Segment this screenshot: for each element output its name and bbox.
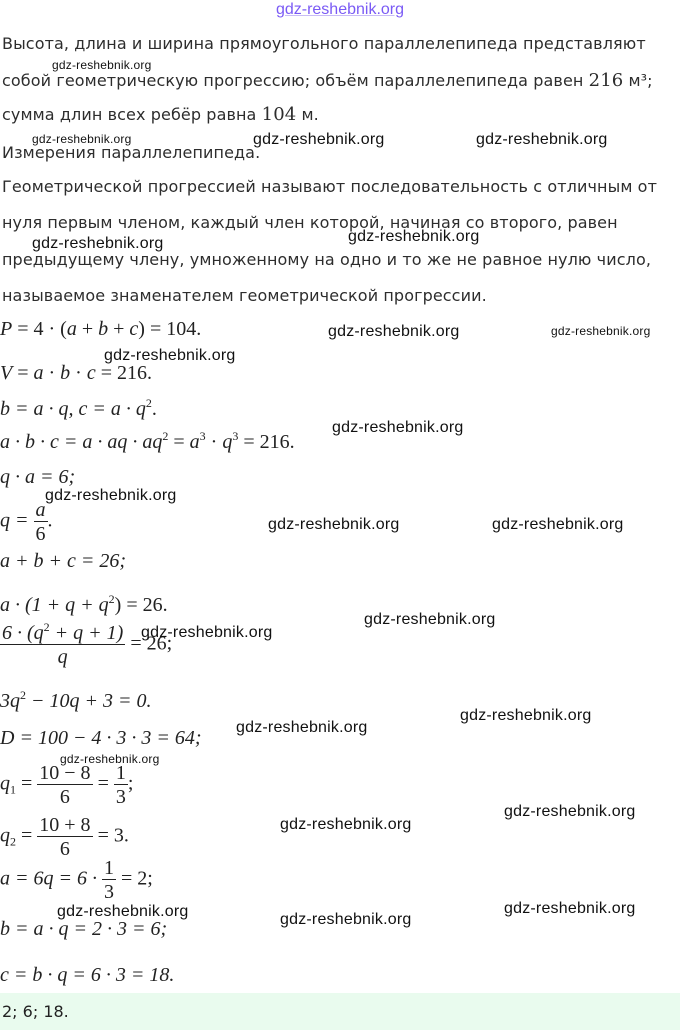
watermark: gdz-reshebnik.org xyxy=(364,611,496,628)
problem-line-3 xyxy=(2,104,319,125)
watermark: gdz-reshebnik.org xyxy=(32,235,164,252)
equation-qa: q · a = 6; xyxy=(0,466,76,488)
site-link[interactable]: gdz-reshebnik.org xyxy=(275,1,405,18)
watermark: gdz-reshebnik.org xyxy=(492,516,624,533)
equation-quadratic: $3q^2 - 10q + 3 = 0$. xyxy=(0,688,152,712)
problem-unit: м³; xyxy=(623,71,653,90)
equation-product: a · b · c = a · aq · $aq^2 = a^3 \cdot q^3 = 216$. xyxy=(0,429,295,453)
watermark: gdz-reshebnik.org xyxy=(45,487,177,504)
problem-line-2 xyxy=(2,70,653,91)
equation-sum: a + b + c = 26; xyxy=(0,550,127,572)
fraction: $\frac{a}{6}$ xyxy=(35,499,46,545)
definition-line-1: Геометрической прогрессией называют последовательность с отличным от xyxy=(2,177,657,196)
fraction: $\frac{6 \cdot (q^2 + q + 1)}{q}$ xyxy=(2,620,124,668)
answer-panel xyxy=(0,993,680,1030)
watermark: gdz-reshebnik.org xyxy=(551,324,651,338)
equation-perimeter: P = 4 · (a + b + c) = 104. xyxy=(0,318,202,340)
equation-q1: $q_1$ = $\frac{10 - 8}{6}$ = $\frac{1}{3}$ ; xyxy=(0,762,134,808)
watermark: gdz-reshebnik.org xyxy=(57,903,189,920)
equation-terms: b = a · q, $c = a \cdot q^2$. xyxy=(0,396,157,420)
fraction: $\frac{1}{3}$ xyxy=(115,762,126,808)
watermark: gdz-reshebnik.org xyxy=(348,228,480,245)
definition-line-4: называемое знаменателем геометрической прогрессии. xyxy=(2,286,487,305)
equation-q2: $q_2$ = $\frac{10 + 8}{6}$ = 3. xyxy=(0,814,129,860)
watermark: gdz-reshebnik.org xyxy=(460,707,592,724)
problem-text: сумма длин всех ребёр равна xyxy=(2,105,262,124)
watermark: gdz-reshebnik.org xyxy=(141,624,273,641)
watermark: gdz-reshebnik.org xyxy=(280,911,412,928)
problem-edge-sum-value: 104 xyxy=(261,104,297,125)
equation-volume: V = a · b · c = 216. xyxy=(0,362,153,384)
equation-a-value: a = 6q = 6 · $\frac{1}{3}$ = 2; xyxy=(0,857,153,903)
fraction: $\frac{10 - 8}{6}$ xyxy=(39,762,91,808)
fraction: $\frac{10 + 8}{6}$ xyxy=(39,814,91,860)
problem-text: собой геометрическую прогрессию; объём параллелепипеда равен xyxy=(2,71,589,90)
watermark: gdz-reshebnik.org xyxy=(32,132,132,146)
watermark: gdz-reshebnik.org xyxy=(280,816,412,833)
watermark: gdz-reshebnik.org xyxy=(504,803,636,820)
watermark: gdz-reshebnik.org xyxy=(504,900,636,917)
watermark: gdz-reshebnik.org xyxy=(332,419,464,436)
equation-c-value: c = b · q = 6 · 3 = 18. xyxy=(0,964,175,986)
watermark: gdz-reshebnik.org xyxy=(52,58,152,72)
equation-b-value: b = a · q = 2 · 3 = 6; xyxy=(0,918,168,940)
watermark: gdz-reshebnik.org xyxy=(253,131,385,148)
problem-unit: м. xyxy=(296,105,319,124)
watermark: gdz-reshebnik.org xyxy=(104,347,236,364)
watermark: gdz-reshebnik.org xyxy=(476,131,608,148)
fraction: $\frac{1}{3}$ xyxy=(104,857,114,903)
equation-fraction: $\frac{6 \cdot (q^2 + q + 1)}{q}$ = 26; xyxy=(2,620,173,668)
equation-factored: $a \cdot (1 + q + q^2) = 26$. xyxy=(0,592,168,616)
definition-line-2: нуля первым членом, каждый член которой, начиная со второго, равен xyxy=(2,213,618,232)
watermark: gdz-reshebnik.org xyxy=(268,516,400,533)
problem-line-4: Измерения параллелепипеда. xyxy=(2,143,261,162)
problem-volume-value: 216 xyxy=(588,70,624,91)
problem-line-1: Высота, длина и ширина прямоугольного параллелепипеда представляют xyxy=(2,34,646,53)
watermark: gdz-reshebnik.org xyxy=(328,323,460,340)
equation-q-of-a: q = $\frac{a}{6}$ . xyxy=(0,499,53,545)
equation-discriminant: D = 100 − 4 · 3 · 3 = 64; xyxy=(0,727,202,749)
answer-text: 2; 6; 18. xyxy=(2,1002,69,1021)
watermark: gdz-reshebnik.org xyxy=(60,752,160,766)
watermark: gdz-reshebnik.org xyxy=(236,719,368,736)
definition-line-3: предыдущему члену, умноженному на одно и то же не равное нулю число, xyxy=(2,250,652,269)
